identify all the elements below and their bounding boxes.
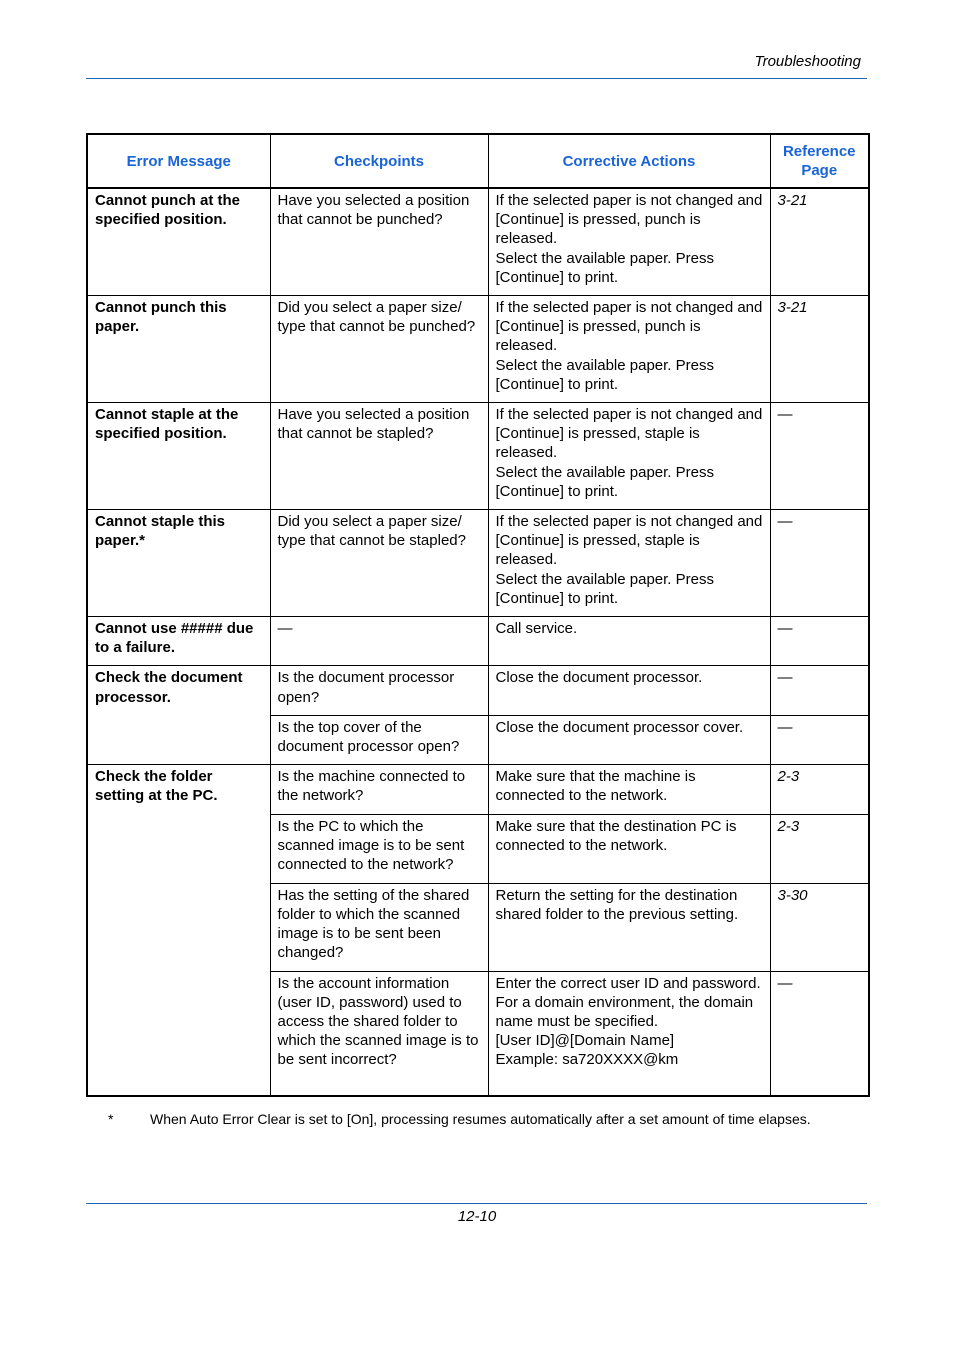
reference-page-cell: — bbox=[770, 403, 869, 510]
footnote-text: When Auto Error Clear is set to [On], processing resumes automatically after a set amount of time elapses. bbox=[150, 1111, 811, 1127]
error-message-cell: Cannot punch at the specified position. bbox=[87, 188, 270, 296]
checkpoint-cell: Is the document processor open? bbox=[270, 666, 488, 715]
checkpoint-cell: Did you select a paper size/ type that cannot be punched? bbox=[270, 296, 488, 403]
header-rule bbox=[86, 78, 867, 79]
reference-page-cell: — bbox=[770, 666, 869, 715]
corrective-action-cell: If the selected paper is not changed and [Continue] is pressed, punch is released. Select the available paper. Press [Continue] to print. bbox=[488, 188, 770, 296]
corrective-action-cell: Make sure that the machine is connected to the network. bbox=[488, 765, 770, 814]
checkpoint-cell: — bbox=[270, 617, 488, 666]
table-row bbox=[87, 617, 869, 666]
footnote-mark: * bbox=[108, 1111, 114, 1127]
column-header-checkpoints: Checkpoints bbox=[270, 134, 488, 188]
error-message-cell: Cannot staple this paper.* bbox=[87, 510, 270, 617]
corrective-action-cell: If the selected paper is not changed and [Continue] is pressed, staple is released. Select the available paper. Press [Continue] to print. bbox=[488, 510, 770, 617]
corrective-action-cell: If the selected paper is not changed and [Continue] is pressed, staple is released. Select the available paper. Press [Continue] to print. bbox=[488, 403, 770, 510]
corrective-action-cell: Enter the correct user ID and password. For a domain environment, the domain name must be specified. [User ID]@[Domain Name] Example: sa720XXXX@km bbox=[488, 971, 770, 1096]
corrective-action-cell: Return the setting for the destination shared folder to the previous setting. bbox=[488, 883, 770, 971]
reference-page-cell: 2-3 bbox=[770, 765, 869, 814]
checkpoint-cell: Did you select a paper size/ type that cannot be stapled? bbox=[270, 510, 488, 617]
checkpoint-cell: Have you selected a position that cannot be stapled? bbox=[270, 403, 488, 510]
error-message-cell: Cannot staple at the specified position. bbox=[87, 403, 270, 510]
table-body bbox=[87, 188, 869, 1096]
checkpoint-cell: Is the top cover of the document processor open? bbox=[270, 715, 488, 764]
table-row bbox=[87, 666, 869, 715]
error-message-cell: Check the document processor. bbox=[87, 666, 270, 765]
reference-page-cell: — bbox=[770, 715, 869, 764]
table-row bbox=[87, 296, 869, 403]
corrective-action-cell: Make sure that the destination PC is connected to the network. bbox=[488, 814, 770, 883]
column-header-corrective-actions: Corrective Actions bbox=[488, 134, 770, 188]
table-header-row bbox=[87, 134, 869, 188]
reference-page-cell: 3-21 bbox=[770, 188, 869, 296]
troubleshooting-table bbox=[86, 133, 870, 1097]
reference-page-cell: — bbox=[770, 971, 869, 1096]
reference-page-cell: 3-30 bbox=[770, 883, 869, 971]
corrective-action-cell: Close the document processor. bbox=[488, 666, 770, 715]
reference-page-cell: — bbox=[770, 617, 869, 666]
error-message-cell: Cannot punch this paper. bbox=[87, 296, 270, 403]
corrective-action-cell: Call service. bbox=[488, 617, 770, 666]
checkpoint-cell: Is the machine connected to the network? bbox=[270, 765, 488, 814]
error-message-cell: Cannot use ##### due to a failure. bbox=[87, 617, 270, 666]
reference-page-cell: — bbox=[770, 510, 869, 617]
error-message-cell: Check the folder setting at the PC. bbox=[87, 765, 270, 1096]
table-row bbox=[87, 188, 869, 296]
reference-page-cell: 2-3 bbox=[770, 814, 869, 883]
page-number: 12-10 bbox=[457, 1208, 497, 1225]
corrective-action-cell: Close the document processor cover. bbox=[488, 715, 770, 764]
reference-page-cell: 3-21 bbox=[770, 296, 869, 403]
footer-rule bbox=[86, 1203, 867, 1204]
checkpoint-cell: Is the account information (user ID, password) used to access the shared folder to which the scanned image is to be sent incorrect? bbox=[270, 971, 488, 1096]
corrective-action-cell: If the selected paper is not changed and [Continue] is pressed, punch is released. Select the available paper. Press [Continue] to print. bbox=[488, 296, 770, 403]
section-title: Troubleshooting bbox=[754, 53, 861, 70]
checkpoint-cell: Has the setting of the shared folder to which the scanned image is to be sent been changed? bbox=[270, 883, 488, 971]
column-header-error-message: Error Message bbox=[87, 134, 270, 188]
table-row bbox=[87, 510, 869, 617]
checkpoint-cell: Have you selected a position that cannot be punched? bbox=[270, 188, 488, 296]
column-header-reference-page: Reference Page bbox=[770, 134, 869, 188]
table-row bbox=[87, 403, 869, 510]
checkpoint-cell: Is the PC to which the scanned image is to be sent connected to the network? bbox=[270, 814, 488, 883]
table-row bbox=[87, 765, 869, 814]
